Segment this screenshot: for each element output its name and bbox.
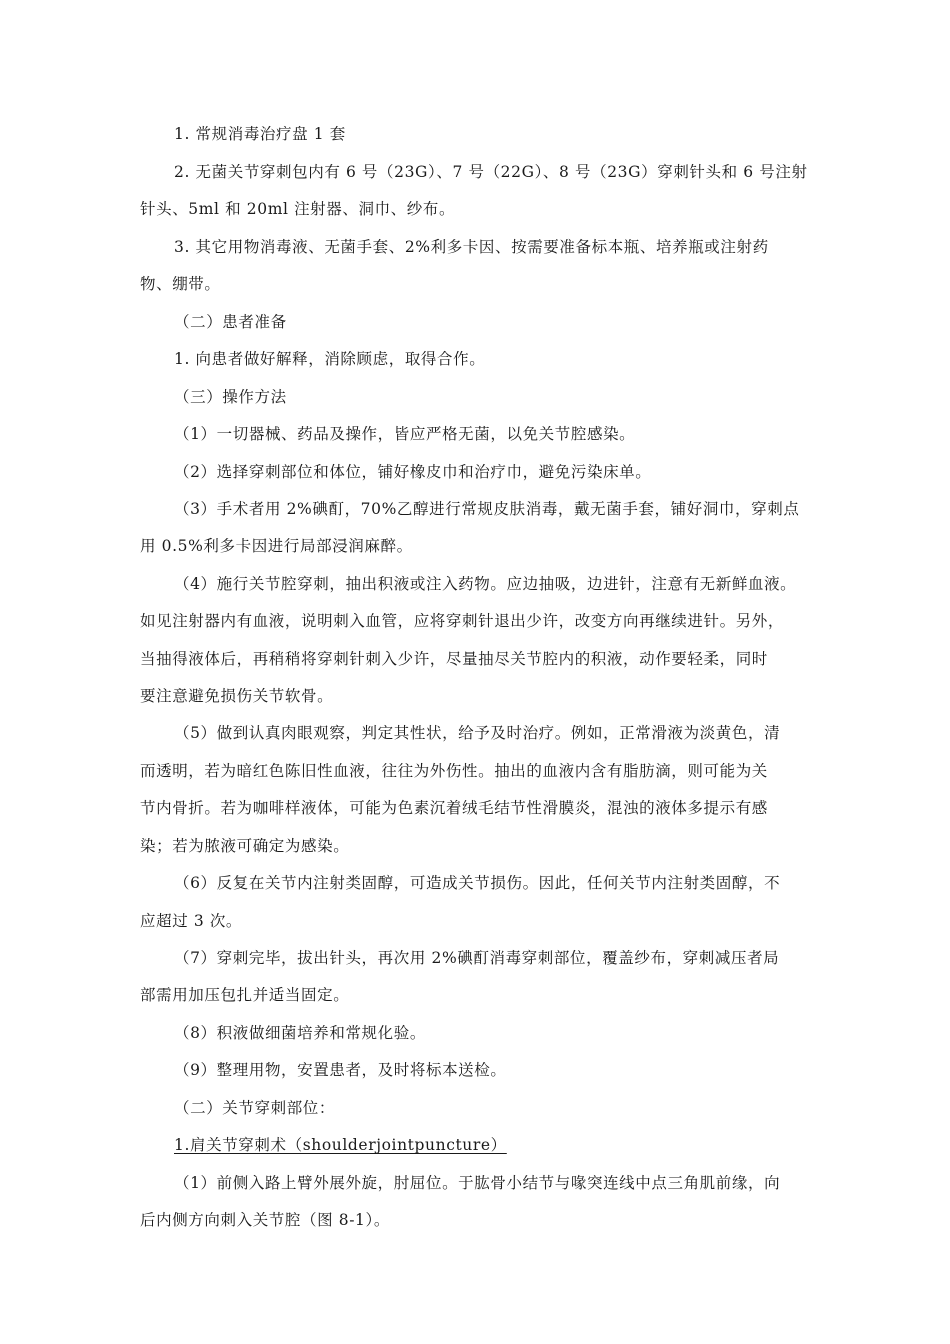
text-line-23: （7）穿刺完毕，拔出针头，再次用 2%碘酊消毒穿刺部位，覆盖纱布，穿刺减压者局 xyxy=(174,949,780,967)
text-line-30: 后内侧方向刺入关节腔（图 8-1）。 xyxy=(140,1211,390,1229)
text-line-14: 如见注射器内有血液，说明刺入血管，应将穿刺针退出少许，改变方向再继续进针。另外， xyxy=(140,612,785,630)
text-line-7: 1. 向患者做好解释，消除顾虑，取得合作。 xyxy=(174,350,486,368)
text-line-24: 部需用加压包扎并适当固定。 xyxy=(140,986,350,1004)
section-heading-puncture-sites: （二）关节穿刺部位： xyxy=(174,1099,336,1117)
text-line-13: （4）施行关节腔穿刺，抽出积液或注入药物。应边抽吸，边进针，注意有无新鲜血液。 xyxy=(174,575,797,593)
section-heading-patient-prep: （二）患者准备 xyxy=(174,313,287,331)
text-line-3: 针头、5ml 和 20ml 注射器、洞巾、纱布。 xyxy=(140,200,456,218)
text-line-16: 要注意避免损伤关节软骨。 xyxy=(140,687,334,705)
text-line-21: （6）反复在关节内注射类固醇，可造成关节损伤。因此，任何关节内注射类固醇，不 xyxy=(174,874,781,892)
text-line-15: 当抽得液体后，再稍稍将穿刺针刺入少许，尽量抽尽关节腔内的积液，动作要轻柔，同时 xyxy=(140,650,768,668)
text-line-2: 2. 无菌关节穿刺包内有 6 号（23G）、7 号（22G）、8 号（23G）穿刺针头和 6 号注射 xyxy=(174,163,808,181)
text-line-25: （8）积液做细菌培养和常规化验。 xyxy=(174,1024,426,1042)
subsection-heading-shoulder: 1.肩关节穿刺术（shoulderjointpuncture） xyxy=(174,1136,507,1154)
section-heading-procedure: （三）操作方法 xyxy=(174,388,287,406)
text-line-10: （2）选择穿刺部位和体位，铺好橡皮巾和治疗巾，避免污染床单。 xyxy=(174,463,652,481)
text-line-20: 染；若为脓液可确定为感染。 xyxy=(140,837,350,855)
text-line-29: （1）前侧入路上臂外展外旋，肘屈位。于肱骨小结节与喙突连线中点三角肌前缘，向 xyxy=(174,1174,781,1192)
text-line-9: （1）一切器械、药品及操作，皆应严格无菌，以免关节腔感染。 xyxy=(174,425,636,443)
text-line-1: 1. 常规消毒治疗盘 1 套 xyxy=(174,125,346,143)
text-line-11: （3）手术者用 2%碘酊，70%乙醇进行常规皮肤消毒，戴无菌手套，铺好洞巾，穿刺点 xyxy=(174,500,800,518)
text-line-5: 物、绷带。 xyxy=(140,275,221,293)
text-line-12: 用 0.5%利多卡因进行局部浸润麻醉。 xyxy=(140,537,413,555)
text-line-22: 应超过 3 次。 xyxy=(140,912,243,930)
text-line-17: （5）做到认真肉眼观察，判定其性状，给予及时治疗。例如，正常滑液为淡黄色，清 xyxy=(174,724,781,742)
text-line-19: 节内骨折。若为咖啡样液体，可能为色素沉着绒毛结节性滑膜炎，混浊的液体多提示有感 xyxy=(140,799,768,817)
text-line-4: 3. 其它用物消毒液、无菌手套、2%利多卡因、按需要准备标本瓶、培养瓶或注射药 xyxy=(174,238,769,256)
text-line-18: 而透明，若为暗红色陈旧性血液，往往为外伤性。抽出的血液内含有脂肪滴，则可能为关 xyxy=(140,762,768,780)
text-line-26: （9）整理用物，安置患者，及时将标本送检。 xyxy=(174,1061,507,1079)
